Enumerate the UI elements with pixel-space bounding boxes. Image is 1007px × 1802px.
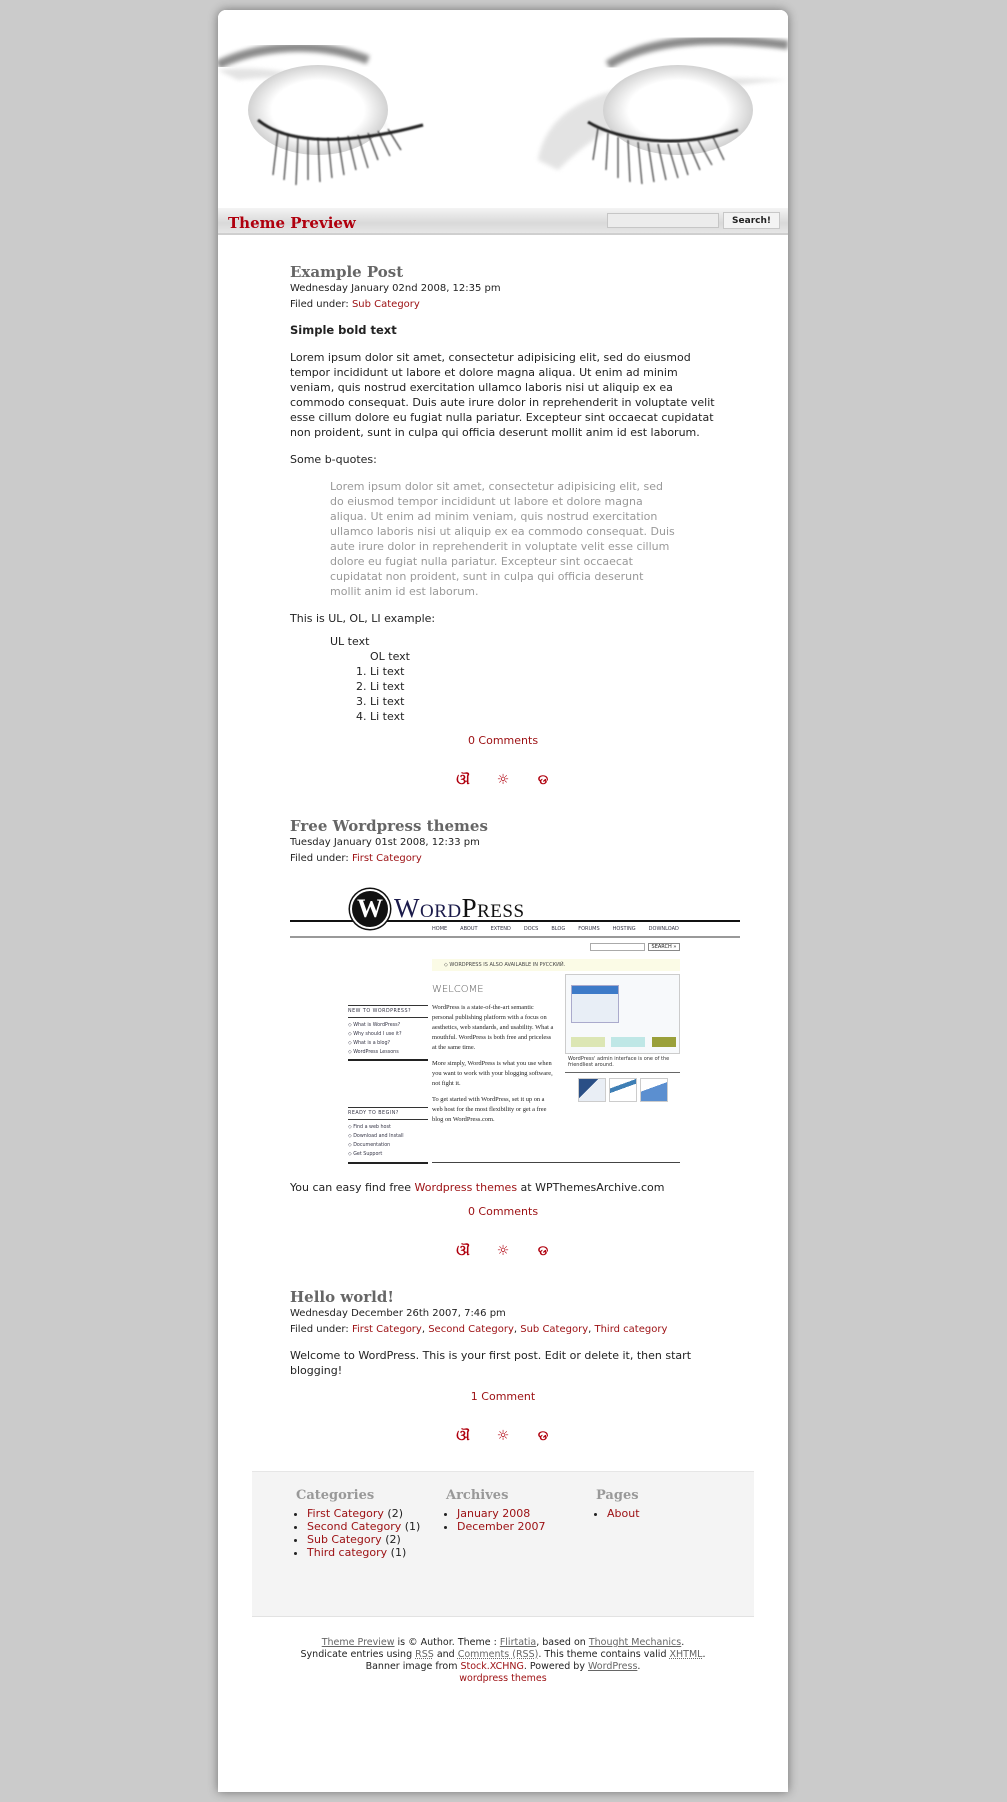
post-categories	[290, 297, 716, 313]
wordpress-link[interactable]: WordPress	[587, 1661, 638, 1672]
post-date: Wednesday January 02nd 2008, 12:35 pm	[290, 283, 501, 294]
post-hello-world	[290, 1288, 716, 1445]
post-categories	[290, 851, 716, 867]
category-link[interactable]: Sub Category	[520, 1324, 589, 1335]
paragraph: Lorem ipsum dolor sit amet, consectetur adipisicing elit, sed do eiusmod tempor incididunt ut labore et dolore magna aliqua. Ut enim ad minim veniam, quis nostrud exercitation ullamco laboris nisi ut aliquip ex ea commodo consequat. Duis aute irure dolor in reprehenderit in voluptate velit esse cillum dolore eu fugiat nulla pariatur. Excepteur sint occaecat cupidatat non proident, sunt in culpa qui officia deserunt mollit anim id est laborum.	[290, 351, 715, 439]
paragraph: Welcome to WordPress. This is your first post. Edit or delete it, then start blogging!	[290, 1349, 692, 1377]
ornament-right-icon: ଡ	[537, 1243, 549, 1259]
sun-ornament-icon: ☼	[496, 1243, 510, 1259]
footer-widgets	[252, 1471, 754, 1617]
ul-example	[330, 634, 716, 724]
comments-rss-link[interactable]: Comments (RSS)	[457, 1649, 539, 1660]
page-link-about[interactable]: About	[607, 1507, 640, 1520]
categories-widget	[296, 1488, 446, 1616]
rss-link[interactable]: RSS	[415, 1649, 434, 1660]
widget-title: Pages	[596, 1488, 639, 1503]
wordpress-wordmark: WordPress	[394, 893, 525, 923]
post-title[interactable]: Free Wordpress themes	[290, 817, 488, 835]
comments-link[interactable]: 0 Comments	[467, 734, 539, 747]
site-title-link[interactable]: Theme Preview	[228, 213, 356, 232]
comments-link[interactable]: 0 Comments	[467, 1205, 539, 1218]
category-item: • Third category (1)	[307, 1546, 446, 1559]
post-body: You can easy find free Wordpress themes at WPThemesArchive.com	[290, 1181, 665, 1194]
closed-eyes-banner-image	[218, 10, 788, 208]
title-bar	[218, 208, 788, 235]
ornament-right-icon: ଡ	[537, 1428, 549, 1444]
category-item: • First Category (2)	[307, 1507, 446, 1520]
wordpress-themes-link[interactable]: Wordpress themes	[414, 1181, 518, 1194]
category-link[interactable]: Second Category	[428, 1324, 514, 1335]
archive-link[interactable]: January 2008	[457, 1507, 531, 1520]
ornament-left-icon: ଔ	[456, 1428, 470, 1444]
post-body	[290, 1348, 716, 1378]
pages-widget	[596, 1488, 746, 1616]
category-link[interactable]: Third category	[594, 1324, 668, 1335]
bold-text: Simple bold text	[290, 323, 397, 337]
xhtml-link[interactable]: XHTML	[669, 1649, 703, 1660]
flirtatia-link[interactable]: Flirtatia	[499, 1637, 537, 1648]
thought-mechanics-link[interactable]: Thought Mechanics	[588, 1637, 682, 1648]
li-item: 4. Li text	[370, 709, 716, 724]
wp-nav: HOME ABOUT EXTEND DOCS BLOG FORUMS HOSTING DOWNLOAD	[432, 926, 679, 932]
post-date: Wednesday December 26th 2007, 7:46 pm	[290, 1308, 506, 1319]
widget-title: Categories	[296, 1488, 375, 1503]
post-divider	[290, 771, 716, 789]
post-divider	[290, 1242, 716, 1260]
sun-ornament-icon: ☼	[496, 1428, 510, 1444]
wordpress-site-screenshot-image: W WordPress HOME ABOUT EXTEND DOCS BLOG FORUMS HOSTING DOWNLOAD SEARCH » ◇ WORDPRESS IS ALSO AVAILABLE IN РУССКИЙ. WELCOME WordPress is a state-of-the-art semantic personal publishing platform with a focus on aesthetics, web standards, and usability. What a mouthful. WordPress is both free and priceless at the same time. More simply, WordPress is what you use when you want to work with your blogging software, not fight it. To get started with WordPress, set it up on a web host for the most flexibility or get a free blog on WordPress.com. NEW TO WORDPRESS? ◇ What is WordPress? ◇ Why should I use it? ◇ What is a blog? ◇ WordPress Lessons READY TO BEGIN? ◇ Find a web host ◇ Download and Install ◇ Documentation ◇ Get Support WordPress' admin interface is one of the friendliest around.	[290, 881, 740, 1166]
stock-xchng-link[interactable]: Stock.XCHNG	[460, 1661, 524, 1672]
blockquote: Lorem ipsum dolor sit amet, consectetur adipisicing elit, sed do eiusmod tempor incididunt ut labore et dolore magna aliqua. Ut enim ad minim veniam, quis nostrud exercitation ullamco laboris nisi ut aliquip ex ea commodo consequat. Duis aute irure dolor in reprehenderit in voluptate velit esse cillum dolore eu fugiat nulla pariatur. Excepteur sint occaecat cupidatat non proident, sunt in culpa qui officia deserunt mollit anim id est laborum.	[330, 480, 675, 598]
comments-link[interactable]: 1 Comment	[470, 1390, 536, 1403]
category-link[interactable]: First Category	[351, 1324, 422, 1335]
wordpress-themes-footer-link[interactable]: wordpress themes	[459, 1673, 547, 1684]
ornament-left-icon: ଔ	[456, 1243, 470, 1259]
filed-under-label: Filed under:	[290, 1324, 349, 1335]
li-item: 2. Li text	[370, 679, 716, 694]
search-button[interactable]: Search!	[723, 212, 780, 229]
ul-text: UL text	[330, 635, 370, 648]
post-divider	[290, 1427, 716, 1445]
search-input[interactable]	[607, 213, 719, 228]
post-example	[290, 263, 716, 789]
category-item: • Second Category (1)	[307, 1520, 446, 1533]
ol-text: OL text	[370, 650, 410, 663]
ol-example	[330, 664, 716, 724]
filed-under-label: Filed under:	[290, 299, 349, 310]
category-link[interactable]: Second Category	[307, 1520, 402, 1533]
list-intro: This is UL, OL, LI example:	[290, 612, 436, 625]
ornament-left-icon: ଔ	[456, 772, 470, 788]
bquote-intro: Some b-quotes:	[290, 453, 377, 466]
category-link[interactable]: Sub Category	[307, 1533, 382, 1546]
site-footer: Theme Preview is © Author. Theme : Flirtatia, based on Thought Mechanics. Syndicate entries using RSS and Comments (RSS). This theme contains valid XHTML. Banner image from Stock.XCHNG. Powered by WordPress. wordpress themes	[300, 1637, 706, 1684]
li-item: 1. Li text	[370, 664, 716, 679]
main-content	[218, 235, 788, 1445]
ul-item	[330, 634, 716, 724]
post-title[interactable]: Example Post	[290, 263, 404, 281]
wordpress-logo-icon: W	[350, 889, 390, 929]
category-link[interactable]: First Category	[351, 853, 422, 864]
post-date: Tuesday January 01st 2008, 12:33 pm	[290, 837, 480, 848]
archives-widget	[446, 1488, 596, 1616]
post-title[interactable]: Hello world!	[290, 1288, 394, 1306]
archive-link[interactable]: December 2007	[457, 1520, 546, 1533]
header-banner	[218, 10, 788, 208]
post-free-wordpress-themes	[290, 817, 716, 1260]
filed-under-label: Filed under:	[290, 853, 349, 864]
widget-title: Archives	[446, 1488, 509, 1503]
page-container	[218, 10, 788, 1792]
post-body	[290, 323, 716, 724]
ornament-right-icon: ଡ	[537, 772, 549, 788]
sun-ornament-icon: ☼	[496, 772, 510, 788]
category-link[interactable]: First Category	[307, 1507, 384, 1520]
category-item: • Sub Category (2)	[307, 1533, 446, 1546]
post-categories: Filed under: First Category, Second Category, Sub Category, Third category	[290, 1324, 668, 1335]
category-link[interactable]: Sub Category	[351, 299, 420, 310]
category-link[interactable]: Third category	[307, 1546, 388, 1559]
theme-preview-link[interactable]: Theme Preview	[321, 1637, 395, 1648]
li-item: 3. Li text	[370, 694, 716, 709]
